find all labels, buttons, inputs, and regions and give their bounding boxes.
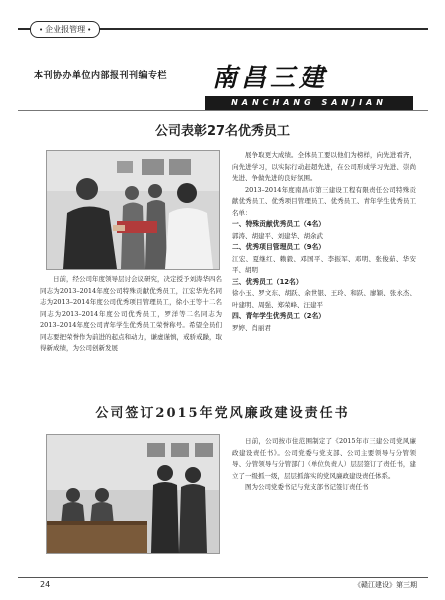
article1-title: 公司表彰27名优秀员工 (154, 124, 291, 139)
award-ceremony-photo (46, 150, 220, 270)
column-subtitle: 本刊协办单位内部报刊刊编专栏 (34, 71, 168, 81)
article2-paragraph: 日前，公司按市住范围制定了《2015年市三建公司党风廉政建设责任书》。公司党委与党支部、公司主要领导与分管领导、分管领导与分管部门（单位负责人）层层签订了责任书，建立了一级抓一级，层层抓落实的党风廉政建设责任体系。 (232, 437, 416, 480)
group-heading: 四、青年学生优秀员工（2名） (232, 312, 326, 320)
signing-ceremony-photo (46, 434, 220, 554)
article1-intro: 展争取更大成绩。全体员工要以他们为榜样，向先进看齐，向先进学习，以实际行动赶超先进，在公司形成学习先进、崇尚先进、争做先进的良好氛围。 (232, 151, 416, 182)
group-names: 罗婷、肖丽君 (232, 323, 271, 332)
brand-logo-text: 南昌三建 (212, 63, 329, 92)
brand-pinyin-bar: NANCHANG SANJIAN (205, 96, 413, 110)
group-names: 江宏、夏继红、赖毅、邓国平、李振军、邓明、张俊茹、华安平、胡明 (232, 254, 416, 274)
header-rule (18, 110, 428, 111)
footer-rule (18, 577, 428, 578)
article1-left-paragraph: 日前，经公司年度领导层讨会议研究，决定授予刘涛华四名同志为2013–2014年度公司特殊贡献优秀员工，江宏华先名同志为2013–2014年度公司优秀项目管理员工，徐小王等十二名同志为2013–2014年度公司优秀员工，罗洋等二名同志为2013–2014年度公司青年学生优秀员工荣誉称号。希望全员们同志要把荣誉作为前进的起点和动力，谦虚谨慎，戒骄戒躁，取得新成绩，为公司创新发展 (40, 275, 222, 352)
group-heading: 三、优秀员工（12名） (232, 277, 303, 286)
article2-column (232, 436, 416, 494)
section-tag: • 企业报管理 • (30, 21, 100, 38)
group-names: 徐小玉、罗文东、胡跃、余世银、王玲、和跃、廖颖、张永杰、叶建明、周强、郑荣峰、汪建平 (232, 289, 416, 309)
article2-title: 公司签订2015年党风廉政建设责任书 (95, 406, 350, 421)
group-heading: 二、优秀项目管理员工（9名） (232, 243, 326, 251)
group-heading: 一、特殊贡献优秀员工（4名） (232, 220, 326, 228)
article1-right-column (232, 150, 416, 334)
article1-list-intro: 2013–2014年度南昌市第三建设工程有限责任公司特殊贡献优秀员工、优秀项目管理员工、优秀员工、青年学生优秀员工名单： (232, 185, 416, 217)
group-names: 郭涛、胡建平、刘建华、胡余武 (232, 231, 323, 240)
journal-name: 《赣江建设》第三期 (354, 581, 417, 589)
page-number: 24 (40, 580, 51, 589)
article1-left-column (40, 274, 222, 355)
article2-caption: 图为公司党委书记与党支部书记签订责任书 (245, 483, 369, 491)
